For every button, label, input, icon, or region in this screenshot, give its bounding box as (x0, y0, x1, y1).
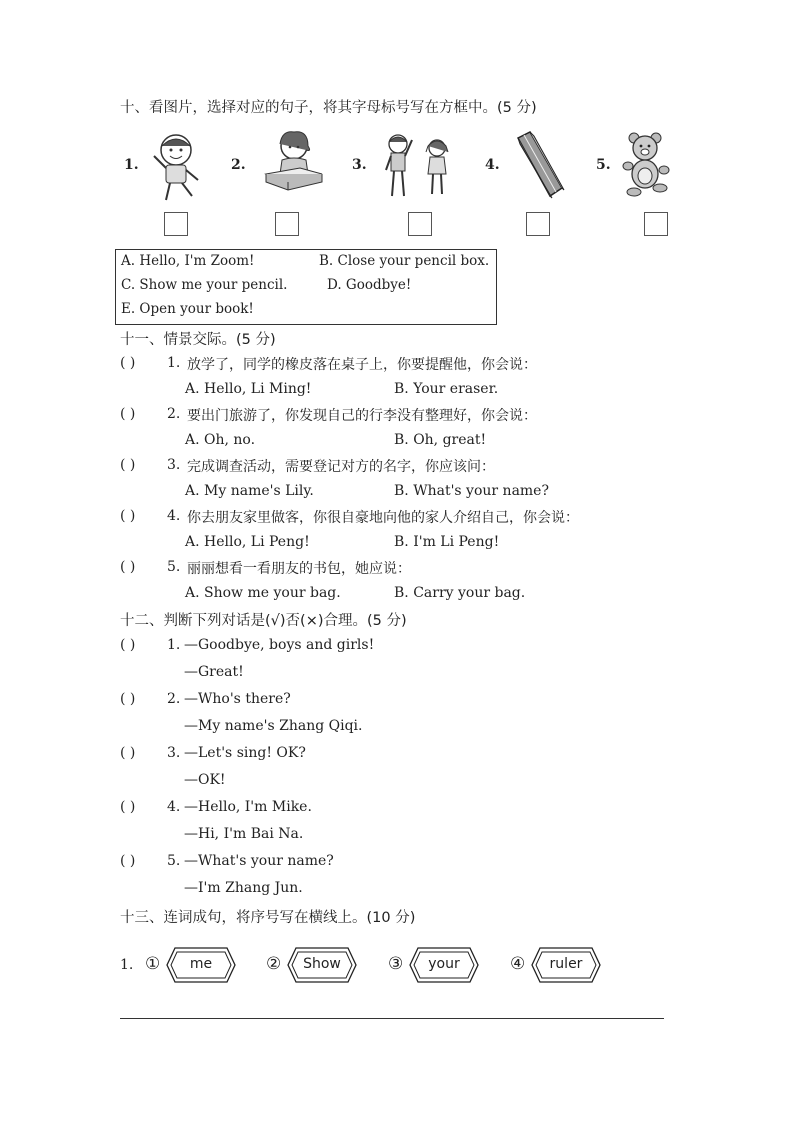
section-11-title: 十一、情景交际。(5 分) (120, 332, 276, 348)
answer-box-4[interactable] (526, 212, 550, 236)
answer-blank-12-5[interactable]: ( ) (120, 853, 136, 869)
circled-number-1: ① (145, 954, 161, 974)
bear-zoom-icon (622, 130, 672, 198)
choice-b: B. I'm Li Peng! (394, 534, 500, 550)
picture-4-number: 4. (485, 157, 500, 173)
item-number: 1. (120, 957, 134, 973)
question-text: 放学了，同学的橡皮落在桌子上，你要提醒他，你会说： (187, 357, 537, 373)
picture-1-number: 1. (124, 157, 139, 173)
dialogue-line-2: —Hi, I'm Bai Na. (184, 826, 304, 842)
answer-blank-12-4[interactable]: ( ) (120, 799, 136, 815)
question-number: 5. (167, 559, 181, 575)
circled-number-3: ③ (388, 954, 404, 974)
answer-box-1[interactable] (164, 212, 188, 236)
word-ruler: ruler (549, 956, 583, 972)
answer-line[interactable] (120, 1018, 664, 1019)
choice-a: A. Hello, Li Ming! (185, 381, 312, 397)
answer-blank-12-3[interactable]: ( ) (120, 745, 136, 761)
dialogue-number: 1. (167, 637, 181, 653)
choice-a: A. Show me your bag. (185, 585, 341, 601)
circled-number-2: ② (266, 954, 282, 974)
dialogue-line-1: —Hello, I'm Mike. (184, 799, 312, 815)
choice-b: B. Oh, great! (394, 432, 487, 448)
question-text: 丽丽想看一看朋友的书包，她应说： (187, 561, 411, 577)
choice-b: B. What's your name? (394, 483, 549, 499)
dialogue-number: 4. (167, 799, 181, 815)
choice-b: B. Your eraser. (394, 381, 499, 397)
picture-5-number: 5. (596, 157, 611, 173)
picture-3-number: 3. (352, 157, 367, 173)
picture-2-number: 2. (231, 157, 246, 173)
dialogue-number: 2. (167, 691, 181, 707)
answer-blank-11-5[interactable]: ( ) (120, 559, 136, 575)
dialogue-line-1: —Who's there? (184, 691, 291, 707)
word-your: your (428, 956, 460, 972)
dialogue-line-2: —My name's Zhang Qiqi. (184, 718, 363, 734)
dialogue-number: 5. (167, 853, 181, 869)
dialogue-number: 3. (167, 745, 181, 761)
question-text: 完成调查活动，需要登记对方的名字，你应该问： (187, 459, 495, 475)
answer-blank-12-1[interactable]: ( ) (120, 637, 136, 653)
option-e: E. Open your book! (121, 301, 254, 317)
dialogue-line-1: —Goodbye, boys and girls! (184, 637, 375, 653)
section-12-title: 十二、判断下列对话是(√)否(×)合理。(5 分) (120, 613, 407, 629)
option-b: B. Close your pencil box. (319, 253, 490, 269)
answer-box-5[interactable] (644, 212, 668, 236)
question-number: 4. (167, 508, 181, 524)
section-13-title: 十三、连词成句，将序号写在横线上。(10 分) (120, 910, 416, 926)
option-d: D. Goodbye! (327, 277, 412, 293)
dialogue-line-1: —Let's sing! OK? (184, 745, 306, 761)
choice-a: A. My name's Lily. (185, 483, 314, 499)
answer-blank-11-3[interactable]: ( ) (120, 457, 136, 473)
answer-blank-12-2[interactable]: ( ) (120, 691, 136, 707)
answer-blank-11-1[interactable]: ( ) (120, 355, 136, 371)
word-me: me (189, 956, 213, 972)
word-show: Show (303, 956, 341, 972)
dialogue-line-1: —What's your name? (184, 853, 334, 869)
choice-b: B. Carry your bag. (394, 585, 526, 601)
answer-box-2[interactable] (275, 212, 299, 236)
dialogue-line-2: —I'm Zhang Jun. (184, 880, 303, 896)
choice-a: A. Oh, no. (185, 432, 256, 448)
two-children-greeting-icon (380, 132, 455, 200)
girl-reading-book-icon (260, 128, 325, 198)
dialogue-line-2: —OK! (184, 772, 226, 788)
question-number: 3. (167, 457, 181, 473)
choice-a: A. Hello, Li Peng! (185, 534, 310, 550)
dialogue-line-2: —Great! (184, 664, 244, 680)
boy-waving-icon (150, 128, 205, 203)
answer-blank-11-2[interactable]: ( ) (120, 406, 136, 422)
pencil-box-icon (512, 128, 567, 200)
circled-number-4: ④ (510, 954, 526, 974)
question-text: 要出门旅游了，你发现自己的行李没有整理好，你会说： (187, 408, 537, 424)
option-c: C. Show me your pencil. (121, 277, 288, 293)
answer-box-3[interactable] (408, 212, 432, 236)
question-text: 你去朋友家里做客，你很自豪地向他的家人介绍自己，你会说： (187, 510, 579, 526)
question-number: 1. (167, 355, 181, 371)
answer-blank-11-4[interactable]: ( ) (120, 508, 136, 524)
option-a: A. Hello, I'm Zoom! (121, 253, 255, 269)
question-number: 2. (167, 406, 181, 422)
section-10-title: 十、看图片，选择对应的句子，将其字母标号写在方框中。(5 分) (120, 100, 537, 116)
